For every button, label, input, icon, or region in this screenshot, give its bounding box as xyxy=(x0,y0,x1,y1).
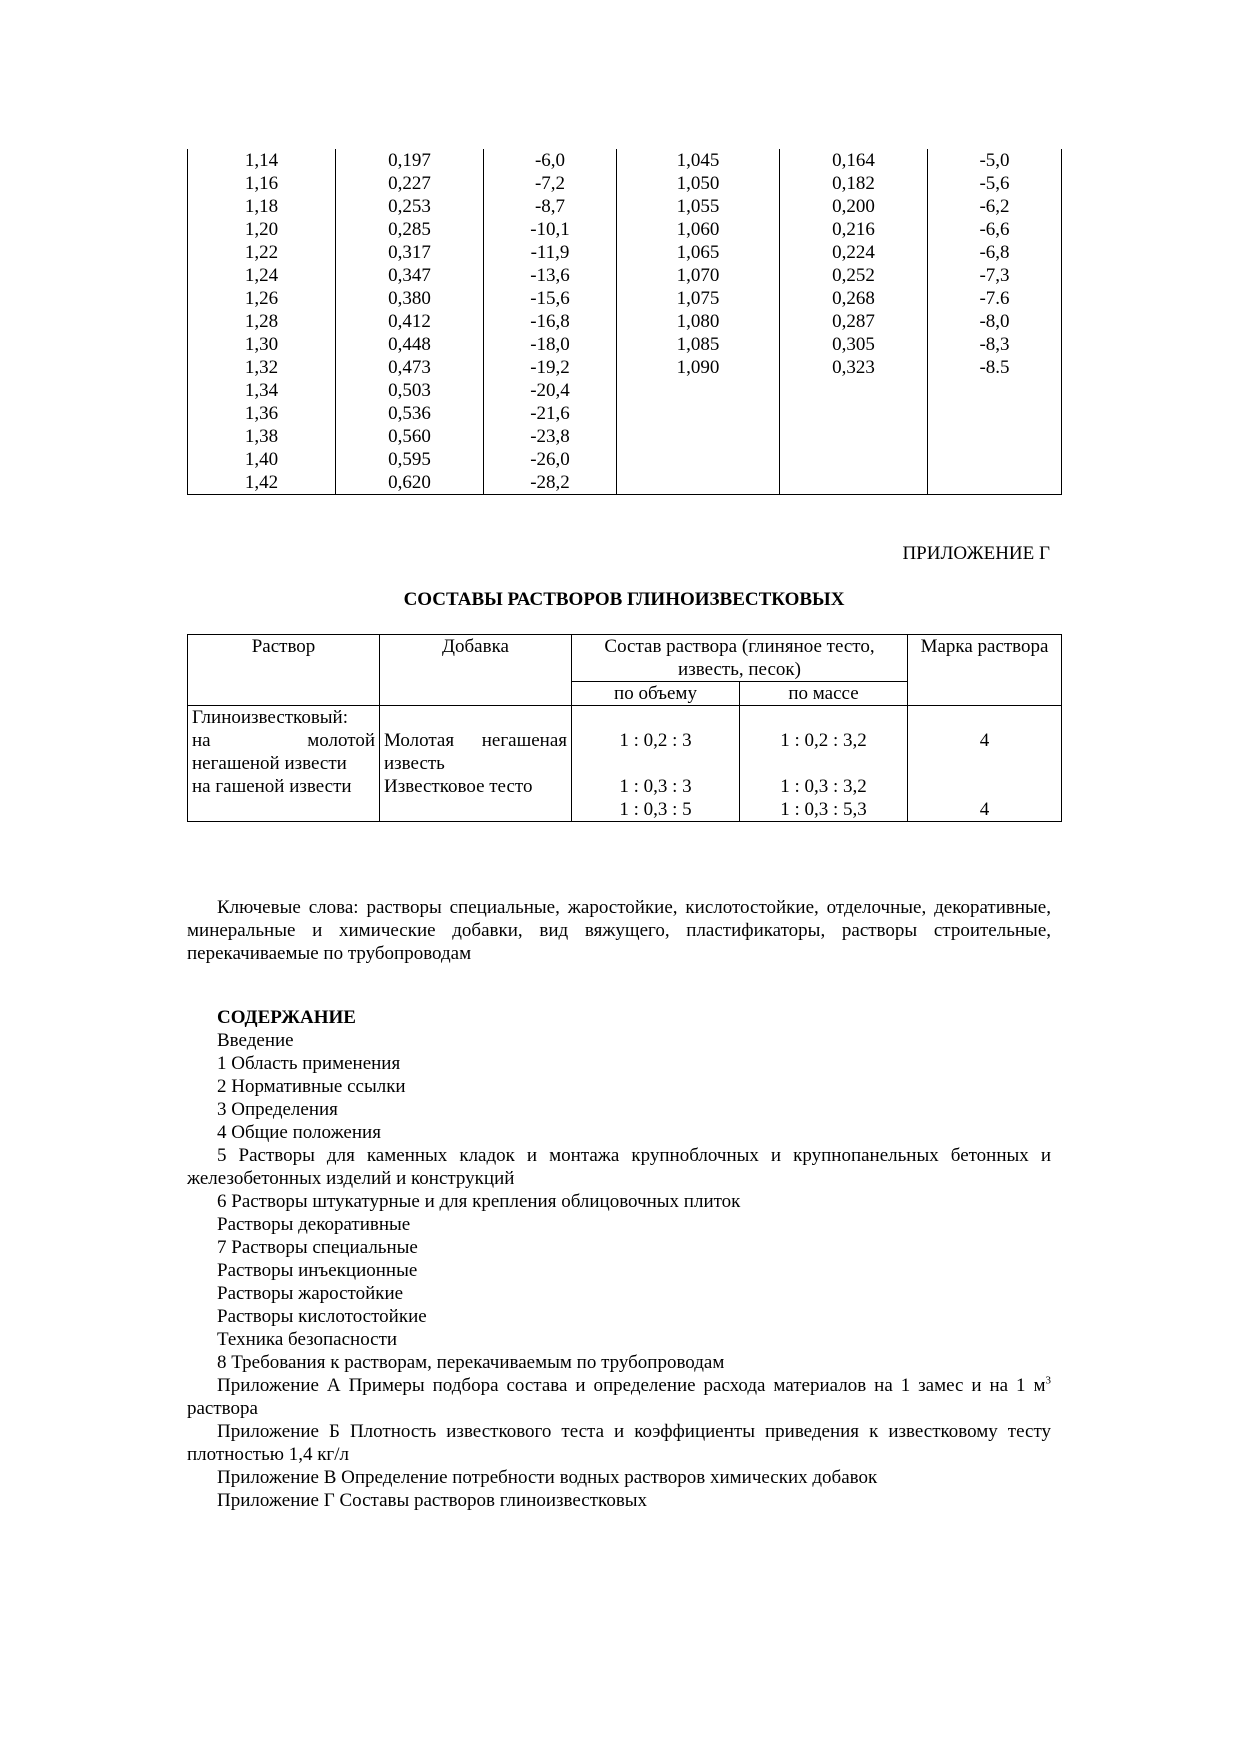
table-cell xyxy=(780,379,928,402)
additive-word: Молотая xyxy=(384,730,455,751)
table-cell xyxy=(928,425,1062,448)
table-cell: 0,620 xyxy=(336,471,484,495)
additive-word: негашеная xyxy=(481,730,567,751)
table-cell: -7.6 xyxy=(928,287,1062,310)
solution-word: на xyxy=(192,730,211,751)
table-cell: 1,36 xyxy=(188,402,336,425)
toc-item xyxy=(187,1374,1051,1420)
table-cell: 1,065 xyxy=(617,241,780,264)
table-row xyxy=(188,287,1062,310)
table-row xyxy=(188,402,1062,425)
header-by-mass: по массе xyxy=(740,682,908,706)
table-cell: 0,473 xyxy=(336,356,484,379)
table-cell: 0,216 xyxy=(780,218,928,241)
table-cell: 0,285 xyxy=(336,218,484,241)
table-cell: -6,0 xyxy=(484,149,617,172)
toc-item-text: раствора xyxy=(187,1398,258,1419)
table-cell: -13,6 xyxy=(484,264,617,287)
table-cell: 1,32 xyxy=(188,356,336,379)
toc-item: Растворы кислотостойкие xyxy=(217,1306,427,1327)
table-cell: 0,536 xyxy=(336,402,484,425)
table-cell: -20,4 xyxy=(484,379,617,402)
volume-value: 1 : 0,3 : 5 xyxy=(619,799,692,820)
table-cell xyxy=(617,448,780,471)
mass-value: 1 : 0,3 : 3,2 xyxy=(780,776,867,797)
volume-cell xyxy=(572,706,740,822)
additive-line-justified xyxy=(384,729,567,752)
toc-item: Приложение Б Плотность известкового теста и коэффициенты приведения к известковому тесту плотностью 1,4 кг/л xyxy=(187,1421,1051,1465)
table-row xyxy=(188,448,1062,471)
header-solution: Раствор xyxy=(188,635,380,706)
table-cell: 0,595 xyxy=(336,448,484,471)
table-cell xyxy=(617,425,780,448)
table-cell: 0,448 xyxy=(336,333,484,356)
grade-cell xyxy=(908,706,1062,822)
table-cell: 1,085 xyxy=(617,333,780,356)
table-cell: 1,090 xyxy=(617,356,780,379)
table-row xyxy=(188,356,1062,379)
table-cell: 1,22 xyxy=(188,241,336,264)
table-cell: -6,8 xyxy=(928,241,1062,264)
table-cell: 1,42 xyxy=(188,471,336,495)
table-cell: -26,0 xyxy=(484,448,617,471)
table-cell: 0,412 xyxy=(336,310,484,333)
toc-item: 3 Определения xyxy=(217,1099,338,1120)
grade-value: 4 xyxy=(979,730,990,751)
table-cell xyxy=(928,402,1062,425)
toc-item: Растворы декоративные xyxy=(217,1214,411,1235)
table-cell xyxy=(617,402,780,425)
table-row xyxy=(188,310,1062,333)
density-table xyxy=(187,149,1062,495)
toc-item: 1 Область применения xyxy=(217,1053,401,1074)
table-cell: -7,3 xyxy=(928,264,1062,287)
table-cell: 1,38 xyxy=(188,425,336,448)
table-cell: 1,14 xyxy=(188,149,336,172)
toc-item: Техника безопасности xyxy=(217,1329,398,1350)
table-cell xyxy=(617,471,780,495)
table-row xyxy=(188,218,1062,241)
toc-item: 6 Растворы штукатурные и для крепления облицовочных плиток xyxy=(217,1191,741,1212)
table-row xyxy=(188,333,1062,356)
appendix-label: ПРИЛОЖЕНИЕ Г xyxy=(902,543,1050,564)
table-row xyxy=(188,425,1062,448)
table-cell xyxy=(928,471,1062,495)
table-cell: 0,317 xyxy=(336,241,484,264)
table-cell: 0,200 xyxy=(780,195,928,218)
table-cell: -5,0 xyxy=(928,149,1062,172)
table-cell: 1,20 xyxy=(188,218,336,241)
solution-line-justified xyxy=(192,729,375,752)
grade-value: 4 xyxy=(979,799,990,820)
table-cell: -10,1 xyxy=(484,218,617,241)
table-cell: -5,6 xyxy=(928,172,1062,195)
toc-items-after xyxy=(187,1420,1051,1512)
header-composition: Состав раствора (глиняное тесто, известь, песок) xyxy=(572,635,908,682)
table-cell: 1,075 xyxy=(617,287,780,310)
table-cell: 1,16 xyxy=(188,172,336,195)
table-cell: -19,2 xyxy=(484,356,617,379)
table-cell xyxy=(780,471,928,495)
table-cell: 0,323 xyxy=(780,356,928,379)
solution-word: молотой xyxy=(307,730,375,751)
toc-item: 4 Общие положения xyxy=(217,1122,381,1143)
toc-item: 2 Нормативные ссылки xyxy=(217,1076,406,1097)
table-cell: -8,3 xyxy=(928,333,1062,356)
superscript: 3 xyxy=(1045,1374,1051,1387)
toc-item: Растворы жаростойкие xyxy=(217,1283,404,1304)
toc-item-text: Приложение А Примеры подбора состава и определение расхода материалов на 1 замес и на 1 м xyxy=(217,1375,1046,1396)
table-cell: 1,060 xyxy=(617,218,780,241)
table-cell: 1,28 xyxy=(188,310,336,333)
table-cell: -6,2 xyxy=(928,195,1062,218)
header-additive: Добавка xyxy=(380,635,572,706)
table-cell xyxy=(617,379,780,402)
mass-cell xyxy=(740,706,908,822)
table-cell: -7,2 xyxy=(484,172,617,195)
table-cell: -6,6 xyxy=(928,218,1062,241)
toc-item: Введение xyxy=(217,1030,294,1051)
table-cell: 0,253 xyxy=(336,195,484,218)
table-row xyxy=(188,149,1062,172)
table-cell: -8,0 xyxy=(928,310,1062,333)
table-cell: 0,224 xyxy=(780,241,928,264)
volume-value: 1 : 0,2 : 3 xyxy=(619,730,692,751)
table-cell: -23,8 xyxy=(484,425,617,448)
table-cell: 1,070 xyxy=(617,264,780,287)
additive-line: Известковое тесто xyxy=(384,776,533,797)
toc-item: Растворы инъекционные xyxy=(217,1260,418,1281)
table-row xyxy=(188,241,1062,264)
table-cell: 0,347 xyxy=(336,264,484,287)
table-cell: 0,164 xyxy=(780,149,928,172)
table-cell: 0,182 xyxy=(780,172,928,195)
volume-value: 1 : 0,3 : 3 xyxy=(619,776,692,797)
table-cell: -15,6 xyxy=(484,287,617,310)
header-by-volume: по объему xyxy=(572,682,740,706)
table-row xyxy=(188,471,1062,495)
solution-line: на гашеной извести xyxy=(192,776,352,797)
toc-item: 7 Растворы специальные xyxy=(217,1237,418,1258)
toc-item: 8 Требования к растворам, перекачиваемым по трубопроводам xyxy=(217,1352,725,1373)
table-cell: -18,0 xyxy=(484,333,617,356)
section-title: СОСТАВЫ РАСТВОРОВ ГЛИНОИЗВЕСТКОВЫХ xyxy=(403,589,845,610)
table-cell xyxy=(780,425,928,448)
table-cell: 0,503 xyxy=(336,379,484,402)
table-cell: 0,287 xyxy=(780,310,928,333)
additive-line: известь xyxy=(384,753,445,774)
table-cell xyxy=(928,379,1062,402)
solution-cell xyxy=(188,706,380,822)
table-cell: 0,380 xyxy=(336,287,484,310)
table-cell: 0,227 xyxy=(336,172,484,195)
table-cell: -16,8 xyxy=(484,310,617,333)
table-row xyxy=(188,172,1062,195)
solution-line: Глиноизвестковый: xyxy=(192,707,348,728)
table-cell: 1,050 xyxy=(617,172,780,195)
table-cell: 1,40 xyxy=(188,448,336,471)
table-cell: 1,34 xyxy=(188,379,336,402)
table-of-contents xyxy=(187,1006,1051,1512)
table-cell: 1,18 xyxy=(188,195,336,218)
toc-item: 5 Растворы для каменных кладок и монтажа крупноблочных и крупнопанельных бетонных и железобетонных изделий и конструкций xyxy=(187,1145,1051,1189)
table-cell: 0,560 xyxy=(336,425,484,448)
table-cell: 1,055 xyxy=(617,195,780,218)
header-grade: Марка раствора xyxy=(908,635,1062,706)
composition-table xyxy=(187,634,1062,822)
solution-line: негашеной извести xyxy=(192,753,347,774)
table-cell: -8.5 xyxy=(928,356,1062,379)
table-cell xyxy=(780,448,928,471)
mass-value: 1 : 0,3 : 5,3 xyxy=(780,799,867,820)
table-cell xyxy=(780,402,928,425)
table-cell: 1,080 xyxy=(617,310,780,333)
toc-title: СОДЕРЖАНИЕ xyxy=(217,1007,356,1028)
table-cell: 1,30 xyxy=(188,333,336,356)
table-cell: 0,305 xyxy=(780,333,928,356)
toc-item: Приложение В Определение потребности водных растворов химических добавок xyxy=(217,1467,878,1488)
table-cell: -21,6 xyxy=(484,402,617,425)
table-cell: 0,197 xyxy=(336,149,484,172)
table-row xyxy=(188,379,1062,402)
mass-value: 1 : 0,2 : 3,2 xyxy=(780,730,867,751)
toc-item: Приложение Г Составы растворов глиноизвестковых xyxy=(217,1490,648,1511)
table-row xyxy=(188,264,1062,287)
table-cell: 0,252 xyxy=(780,264,928,287)
table-row xyxy=(188,195,1062,218)
keywords-paragraph: Ключевые слова: растворы специальные, жаростойкие, кислотостойкие, отделочные, декоративные, минеральные и химические добавки, вид вяжущего, пластификаторы, растворы строительные, перекачиваемые по трубопроводам xyxy=(187,897,1051,964)
table-cell: 1,26 xyxy=(188,287,336,310)
table-cell: -28,2 xyxy=(484,471,617,495)
additive-cell xyxy=(380,706,572,822)
table-cell: 1,24 xyxy=(188,264,336,287)
table-cell: -8,7 xyxy=(484,195,617,218)
table-cell: 1,045 xyxy=(617,149,780,172)
toc-items xyxy=(187,1029,1051,1374)
table-cell: 0,268 xyxy=(780,287,928,310)
table-cell xyxy=(928,448,1062,471)
table-cell: -11,9 xyxy=(484,241,617,264)
